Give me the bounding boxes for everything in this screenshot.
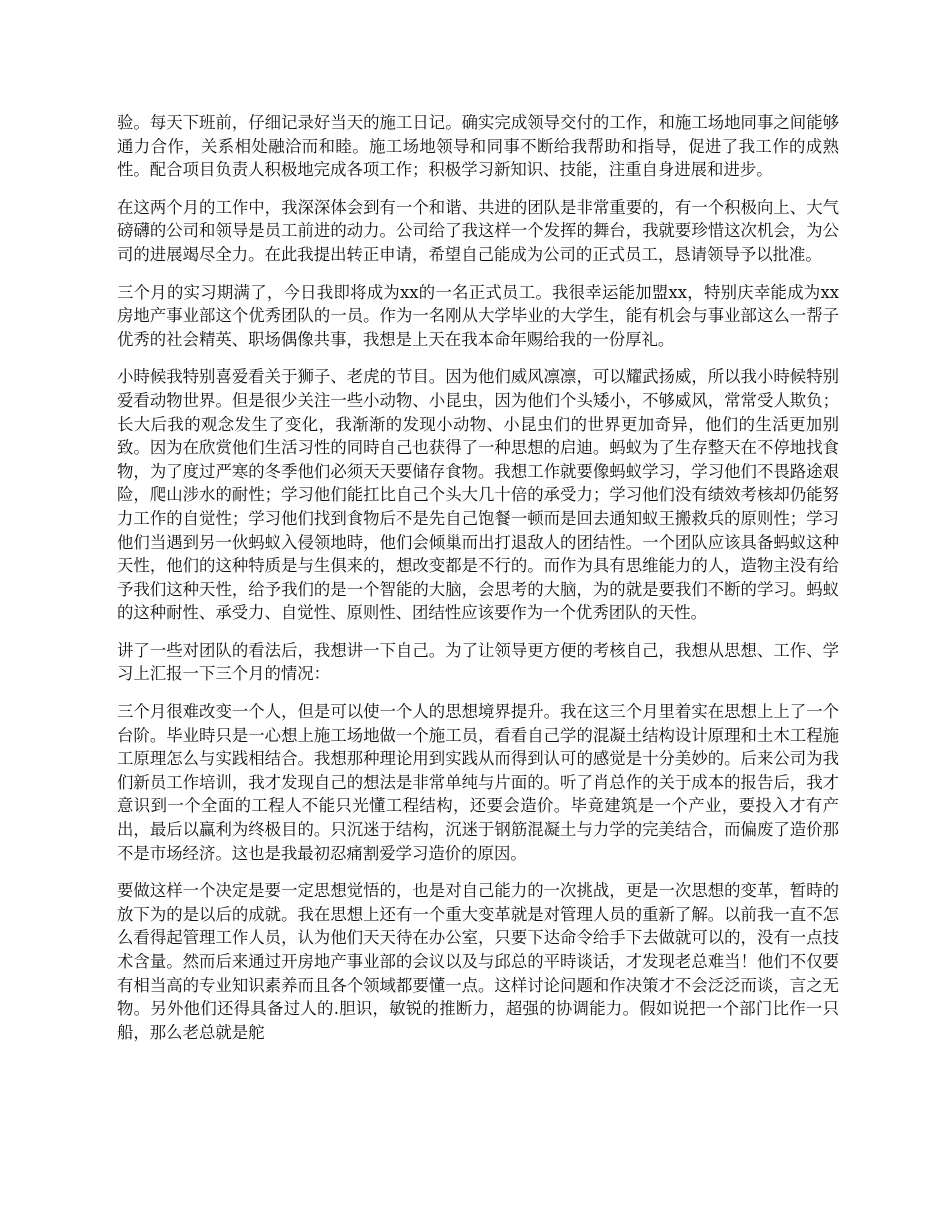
paragraph: 三个月很难改变一个人，但是可以使一个人的思想境界提升。我在这三个月里着实在思想上上了一个台阶。毕业時只是一心想上施工场地做一个施工员，看看自己学的混凝土结构设计原理和土木工程施工原理怎么与实践相结合。我想那种理论用到实践从而得到认可的感觉是十分美妙的。后来公司为我们新员工作培训，我才发现自己的想法是非常单纯与片面的。听了肖总作的关于成本的报告后，我才意识到一个全面的工程人不能只光懂工程结构，还要会造价。毕竟建筑是一个产业，要投入才有产出，最后以赢利为终极目的。只沉迷于结构，沉迷于钢筋混凝土与力学的完美结合，而偏废了造价那不是市场经济。这也是我最初忍痛割爱学习造价的原因。	[117, 702, 839, 863]
document-body	[117, 111, 839, 1058]
paragraph: 三个月的实习期满了，今日我即将成为xx的一名正式员工。我很幸运能加盟xx，特别庆幸能成为xx房地产事业部这个优秀团队的一员。作为一名刚从大学毕业的大学生，能有机会与事业部这么一帮子优秀的社会精英、职场偶像共事，我想是上天在我本命年赐给我的一份厚礼。	[117, 282, 839, 349]
paragraph: 在这两个月的工作中，我深深体会到有一个和谐、共进的团队是非常重要的，有一个积极向上、大气磅礴的公司和领导是员工前进的动力。公司给了我这样一个发挥的舞台，我就要珍惜这次机会，为公司的进展竭尽全力。在此我提出转正申请，希望自己能成为公司的正式员工，恳请领导予以批准。	[117, 197, 839, 264]
paragraph: 小時候我特别喜爱看关于狮子、老虎的节目。因为他们威风凛凛，可以耀武扬威，所以我小時候特别爱看动物世界。但是很少关注一些小动物、小昆虫，因为他们个头矮小，不够威风，常常受人欺负；长大后我的观念发生了变化，我渐渐的发现小动物、小昆虫们的世界更加奇异，他们的生活更加别致。因为在欣赏他们生活习性的同時自己也获得了一种思想的启迪。蚂蚁为了生存整天在不停地找食物，为了度过严寒的冬季他们必须天天要储存食物。我想工作就要像蚂蚁学习，学习他们不畏路途艰险，爬山涉水的耐性；学习他们能扛比自己个头大几十倍的承受力；学习他们没有绩效考核却仍能努力工作的自觉性；学习他们找到食物后不是先自己饱餐一顿而是回去通知蚁王搬救兵的原则性；学习他们当遇到另一伙蚂蚁入侵领地時，他们会倾巢而出打退敌人的团结性。一个团队应该具备蚂蚁这种天性，他们的这种特质是与生俱来的，想改变都是不行的。而作为具有思维能力的人，造物主没有给予我们这种天性，给予我们的是一个智能的大脑，会思考的大脑，为的就是要我们不断的学习。蚂蚁的这种耐性、承受力、自觉性、原则性、团结性应该要作为一个优秀团队的天性。	[117, 367, 839, 623]
paragraph: 要做这样一个决定是要一定思想觉悟的，也是对自己能力的一次挑战，更是一次思想的变革，暂時的放下为的是以后的成就。我在思想上还有一个重大变革就是对管理人员的重新了解。以前我一直不怎么看得起管理工作人员，认为他们天天待在办公室，只要下达命令给手下去做就可以的，没有一点技术含量。然而后来通过开房地产事业部的会议以及与邱总的平時谈话，才发现老总难当！他们不仅要有相当高的专业知识素养而且各个领域都要懂一点。这样讨论问题和作决策才不会泛泛而谈，言之无物。另外他们还得具备过人的.胆识，敏锐的推断力，超强的协调能力。假如说把一个部门比作一只船，那么老总就是舵	[117, 881, 839, 1042]
paragraph: 验。每天下班前，仔细记录好当天的施工日记。确实完成领导交付的工作，和施工场地同事之间能够通力合作，关系相处融洽而和睦。施工场地领导和同事不断给我帮助和指导，促进了我工作的成熟性。配合项目负责人积极地完成各项工作；积极学习新知识、技能，注重自身进展和进步。	[117, 113, 839, 180]
paragraph: 讲了一些对团队的看法后，我想讲一下自己。为了让领导更方便的考核自己，我想从思想、工作、学习上汇报一下三个月的情况：	[117, 640, 839, 684]
